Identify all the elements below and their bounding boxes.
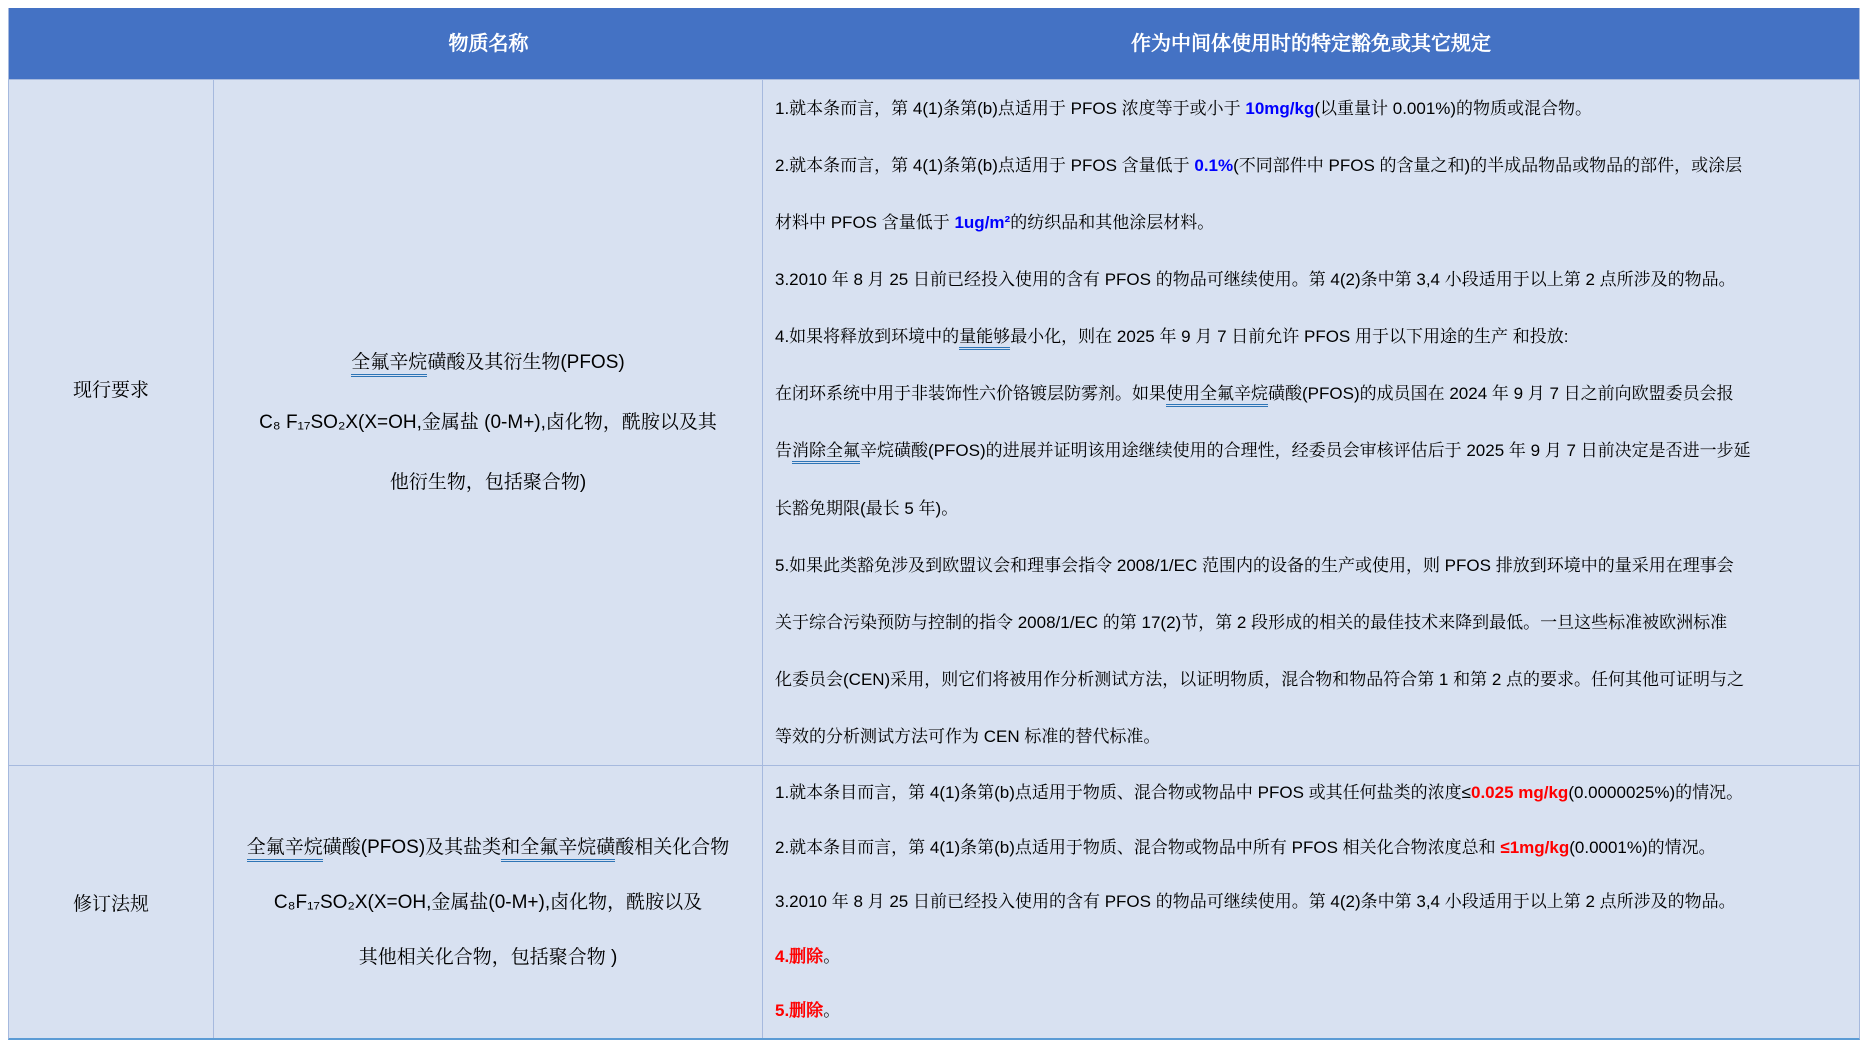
row-label-cell bbox=[9, 766, 214, 1038]
exemption-text-line: 材料中 PFOS 含量低于 1ug/m²的纺织品和其他涂层材料。 bbox=[775, 213, 1215, 233]
exemption-text-line: 长豁免期限(最长 5 年)。 bbox=[775, 498, 959, 518]
row-label: 修订法规 bbox=[72, 893, 149, 915]
exemption-text-line: 化委员会(CEN)采用，则它们将被用作分析测试方法，以证明物质，混合物和物品符合第 1 和第 2 点的要求。任何其他可证明与之 bbox=[775, 669, 1745, 689]
substance-line: 他衍生物，包括聚合物) bbox=[389, 471, 587, 493]
exemption-text-line: 1.就本条目而言，第 4(1)条第(b)点适用于物质、混合物或物品中 PFOS 或其任何盐类的浓度≤0.025 mg/kg(0.0000025%)的情况。 bbox=[775, 783, 1744, 802]
substance-cell bbox=[214, 80, 763, 765]
substance-line: 其他相关化合物，包括聚合物 ) bbox=[358, 946, 618, 968]
row-label-cell bbox=[9, 80, 214, 765]
substance-line: C₈F₁₇SO₂X(X=OH,金属盐(0-M+),卤化物，酰胺以及 bbox=[273, 891, 703, 913]
exemption-text-line: 2.就本条目而言，第 4(1)条第(b)点适用于物质、混合物或物品中所有 PFOS 相关化合物浓度总和 ≤1mg/kg(0.0001%)的情况。 bbox=[775, 837, 1716, 857]
exemption-text-line: 等效的分析测试方法可作为 CEN 标准的替代标准。 bbox=[775, 726, 1161, 746]
exemption-cell bbox=[763, 80, 1861, 765]
exemption-text-line: 5.如果此类豁免涉及到欧盟议会和理事会指令 2008/1/EC 范围内的设备的生产或使用，则 PFOS 排放到环境中的量采用在理事会 bbox=[775, 555, 1734, 575]
header-exemption-provisions: 作为中间体使用时的特定豁免或其它规定 bbox=[1131, 33, 1491, 55]
exemption-text-line: 2.就本条而言，第 4(1)条第(b)点适用于 PFOS 含量低于 0.1%(不同部件中 PFOS 的含量之和)的半成品物品或物品的部件，或涂层 bbox=[775, 156, 1743, 176]
exemption-text-line: 3.2010 年 8 月 25 日前已经投入使用的含有 PFOS 的物品可继续使用。第 4(2)条中第 3,4 小段适用于以上第 2 点所涉及的物品。 bbox=[775, 892, 1736, 912]
exemption-text-line: 5.删除。 bbox=[775, 1001, 841, 1021]
exemption-text-line: 4.删除。 bbox=[775, 946, 841, 966]
exemption-text-line: 告消除全氟辛烷磺酸(PFOS)的进展并证明该用途继续使用的合理性，经委员会审核评估后于 2025 年 9 月 7 日前决定是否进一步延 bbox=[763, 422, 1861, 479]
substance-line: C₈ F₁₇SO₂X(X=OH,金属盐 (0-M+),卤化物，酰胺以及其 bbox=[259, 411, 717, 433]
table-row-revised-regulations bbox=[9, 765, 1859, 1038]
substance-line: 全氟辛烷磺酸(PFOS)及其盐类和全氟辛烷磺酸相关化合物 bbox=[214, 820, 762, 875]
table-row-current-requirements bbox=[9, 80, 1859, 765]
exemption-text-line: 3.2010 年 8 月 25 日前已经投入使用的含有 PFOS 的物品可继续使用。第 4(2)条中第 3,4 小段适用于以上第 2 点所涉及的物品。 bbox=[775, 270, 1736, 290]
exemption-text-line: 1.就本条而言，第 4(1)条第(b)点适用于 PFOS 浓度等于或小于 10mg/kg(以重量计 0.001%)的物质或混合物。 bbox=[775, 99, 1593, 118]
regulation-table bbox=[8, 8, 1860, 1040]
row-label: 现行要求 bbox=[72, 380, 149, 401]
exemption-text-line: 4.如果将释放到环境中的量能够最小化，则在 2025 年 9 月 7 日前允许 PFOS 用于以下用途的生产 和投放: bbox=[763, 308, 1861, 365]
table-header-row bbox=[9, 8, 1859, 80]
header-substance-name: 物质名称 bbox=[448, 33, 529, 55]
exemption-text-line: 关于综合污染预防与控制的指令 2008/1/EC 的第 17(2)节，第 2 段形成的相关的最佳技术来降到最低。一旦这些标准被欧洲标准 bbox=[775, 612, 1728, 632]
exemption-text-line: 在闭环系统中用于非装饰性六价铬镀层防雾剂。如果使用全氟辛烷磺酸(PFOS)的成员国在 2024 年 9 月 7 日之前向欧盟委员会报 bbox=[763, 365, 1861, 422]
substance-line: 全氟辛烷磺酸及其衍生物(PFOS) bbox=[214, 333, 762, 393]
exemption-cell bbox=[763, 766, 1861, 1038]
substance-cell bbox=[214, 766, 763, 1038]
